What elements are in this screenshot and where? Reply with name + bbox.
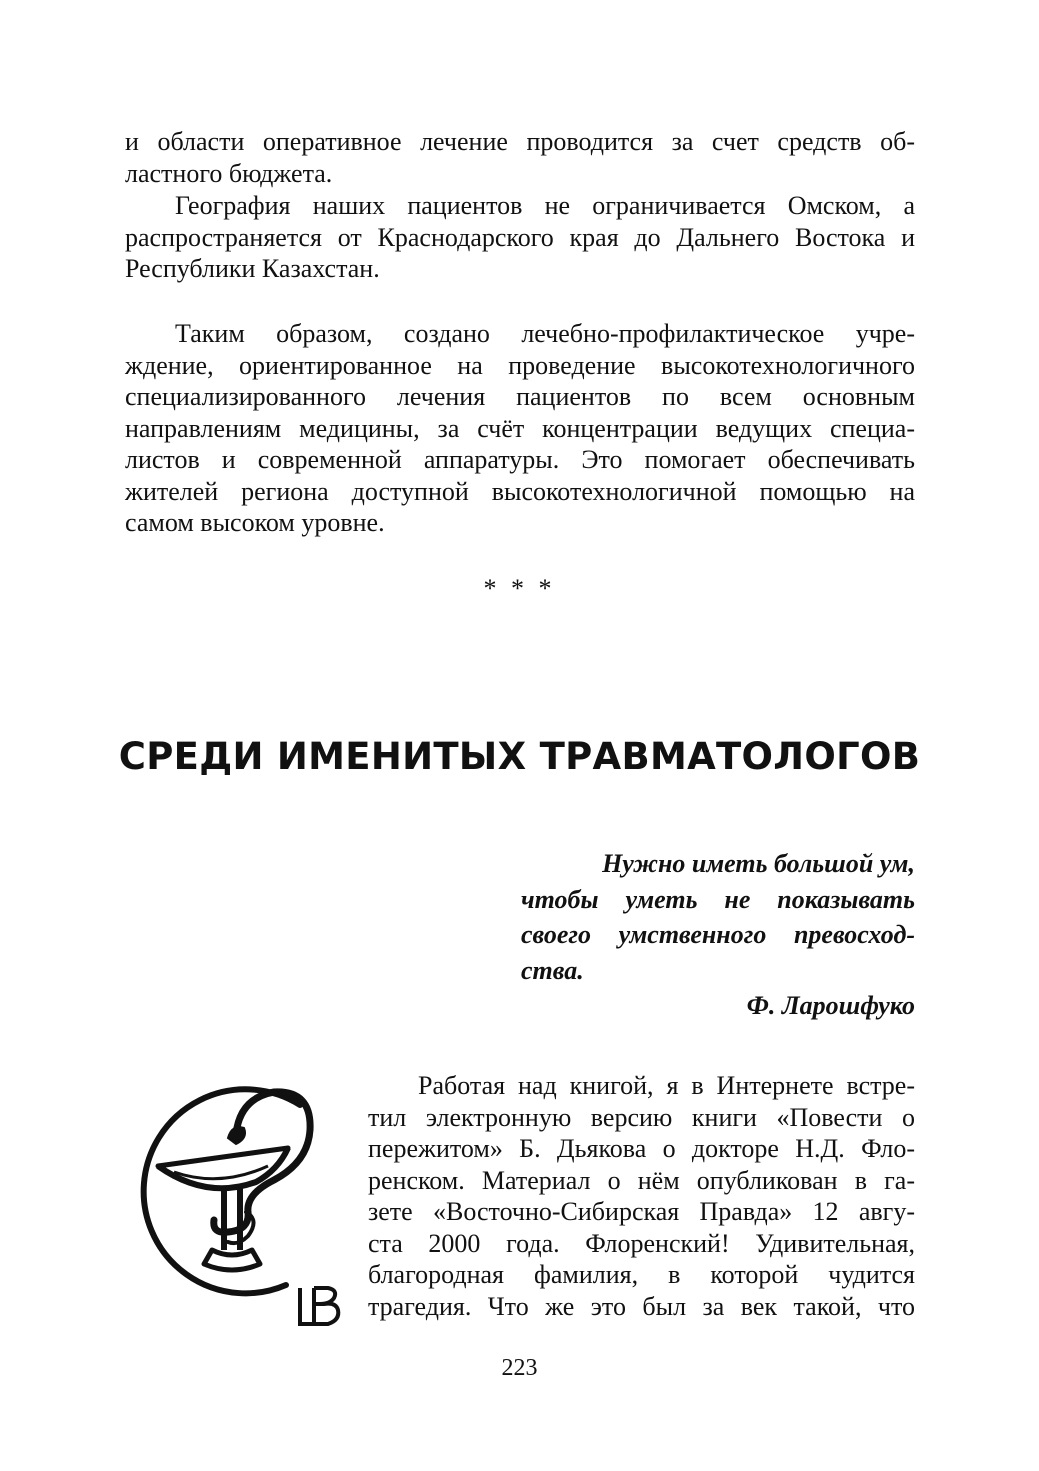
text-line: самом высоком уровне.: [125, 508, 385, 537]
chapter-title: СРЕДИ ИМЕНИТЫХ ТРАВМАТОЛОГОВ: [118, 735, 921, 778]
text-line: ста 2000 года. Флоренский! Удивительная,: [368, 1228, 915, 1258]
epigraph-line: Нужно иметь большой ум,: [602, 849, 915, 878]
paragraph-budget: [125, 126, 915, 189]
text-line: благородная фамилия, в которой чудится: [368, 1260, 915, 1289]
text-line: трагедия. Что же это был за век такой, что: [368, 1291, 915, 1321]
monogram: [300, 1288, 338, 1324]
epigraph-line: чтобы уметь не показывать: [521, 884, 915, 914]
text-line: направлениям медицины, за счёт концентрации ведущих специа-: [125, 413, 915, 443]
text-line: Республики Казахстан.: [125, 254, 380, 283]
paragraph-geography: [125, 190, 915, 285]
text-line: тил электронную версию книги «Повести о: [368, 1102, 915, 1132]
epigraph-author: Ф. Ларошфуко: [746, 991, 915, 1020]
section-separator: * * *: [483, 574, 556, 603]
text-line: листов и современной аппаратуры. Это помогает обеспечивать: [125, 445, 915, 474]
paragraph-florensky: [368, 1070, 915, 1322]
text-line: зете «Восточно-Сибирская Правда» 12 авгу-: [368, 1197, 915, 1226]
text-line: ждение, ориентированное на проведение высокотехнологичного: [125, 350, 915, 380]
text-line: и области оперативное лечение проводится за счет средств об-: [125, 127, 915, 156]
epigraph-line: своего умственного превосход-: [521, 920, 915, 949]
text-line: специализированного лечения пациентов по всем основным: [125, 382, 915, 411]
text-line: ластного бюджета.: [125, 158, 333, 188]
text-line: Работая над книгой, я в Интернете встре-: [418, 1071, 915, 1100]
epigraph-line: ства.: [521, 955, 584, 985]
epigraph: [521, 846, 915, 1024]
text-line: География наших пациентов не ограничивается Омском, а: [175, 191, 915, 220]
text-line: жителей региона доступной высокотехнологичной помощью на: [125, 476, 915, 506]
text-line: распространяется от Краснодарского края до Дальнего Востока и: [125, 222, 915, 252]
page-number: 223: [501, 1355, 538, 1381]
text-line: Таким образом, создано лечебно-профилактическое учре-: [175, 319, 915, 348]
paragraph-conclusion: [125, 318, 915, 539]
text-line: ренском. Материал о нём опубликован в га-: [368, 1165, 915, 1195]
bowl-of-hygieia-emblem-icon: [128, 1070, 348, 1332]
text-line: пережитом» Б. Дьякова о докторе Н.Д. Фло-: [368, 1134, 915, 1163]
